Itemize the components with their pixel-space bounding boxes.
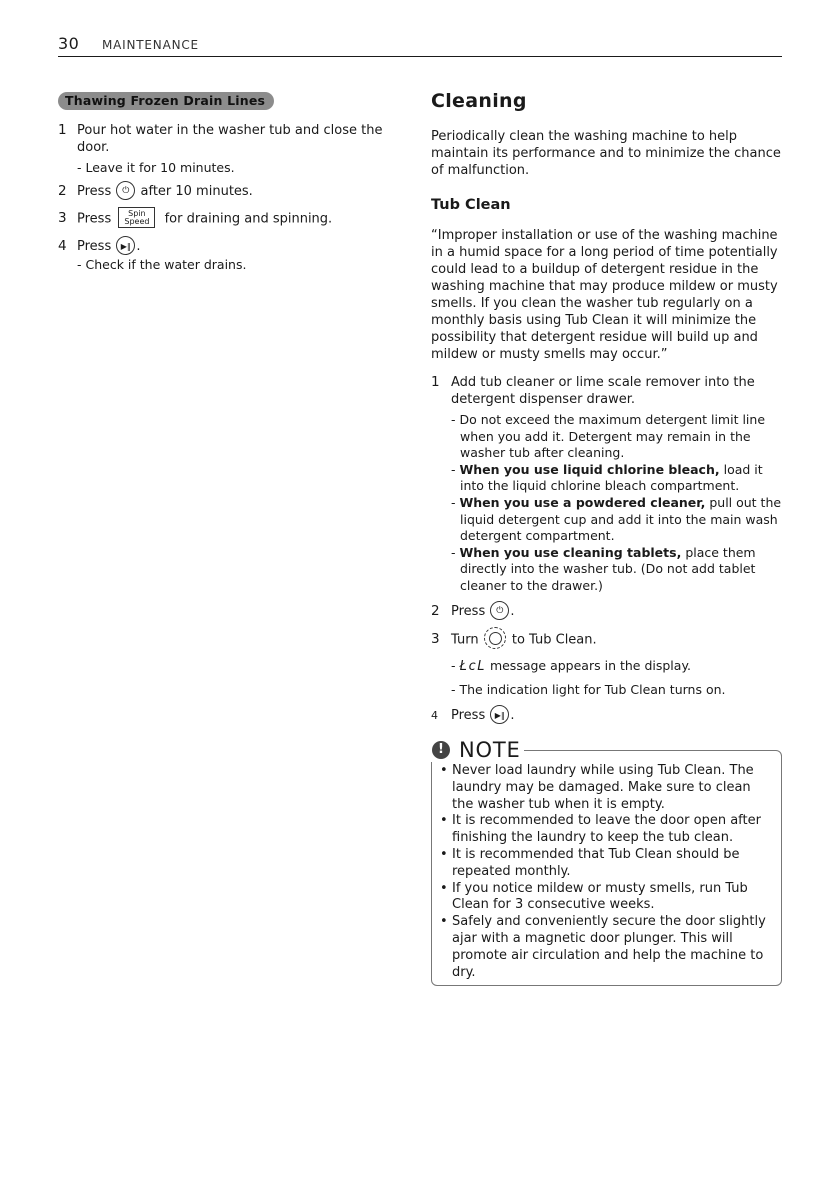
note-item: • Never load laundry while using Tub Clean. The laundry may be damaged. Make sure to clean the washer tub when it is empty. — [440, 763, 775, 813]
step-text-post: to Tub Clean. — [511, 632, 597, 648]
step-number: 4 — [58, 238, 67, 254]
tub-clean-quote: “Improper installation or use of the washing machine in a humid space for a long period of time potentially could lead to a buildup of detergent residue in the washing machine that may produce mildew or musty smells. If you clean the washer tub regularly on a monthly basis using Tub Clean it will minimize the possibility that detergent residue will build up and mildew or musty smells may occur.” — [431, 228, 778, 362]
cleaning-title: Cleaning — [431, 90, 527, 112]
tub-step-4 — [431, 707, 784, 724]
step-text-post: . — [510, 603, 515, 619]
note-box — [431, 738, 782, 986]
dash-bold: When you use cleaning tablets, — [459, 544, 682, 560]
step-number: 1 — [58, 122, 67, 138]
step-text-pre: Press — [451, 603, 486, 619]
note-item: • It is recommended that Tub Clean should be repeated monthly. — [440, 847, 775, 881]
step-subnote: - Leave it for 10 minutes. — [77, 160, 235, 175]
speed-label: Speed — [124, 217, 150, 226]
section-title: MAINTENANCE — [102, 38, 199, 52]
step-text-pre: Turn — [451, 632, 479, 648]
step-number: 2 — [58, 183, 67, 199]
step-text-post: . — [136, 239, 141, 254]
tub-step-2 — [431, 603, 784, 620]
start-pause-icon: ▶‖ — [490, 705, 509, 724]
step-number: 1 — [431, 374, 440, 390]
thaw-step-2 — [58, 183, 398, 200]
dash-item: - ŁcL message appears in the display. — [451, 657, 692, 674]
power-icon: ⏻ — [116, 181, 135, 200]
left-column — [58, 90, 398, 273]
thaw-step-4 — [58, 238, 398, 273]
note-item: • If you notice mildew or musty smells, run Tub Clean for 3 consecutive weeks. — [440, 881, 775, 915]
thaw-step-3 — [58, 210, 398, 228]
dash-bold: When you use a powdered cleaner, — [459, 494, 706, 510]
dash-bold: When you use liquid chlorine bleach, — [459, 461, 720, 477]
step-number: 3 — [431, 630, 440, 647]
tub-clean-subtitle: Tub Clean — [431, 197, 511, 213]
note-item: • It is recommended to leave the door open after finishing the laundry to keep the tub clean. — [440, 813, 775, 847]
program-dial-icon — [484, 627, 506, 649]
note-list — [440, 763, 775, 981]
step-text-pre: Press — [77, 211, 112, 227]
step-number: 2 — [431, 602, 440, 619]
dash-text: Do not exceed the maximum detergent limit line when you add it. Detergent may remain in the washer tub after cleaning. — [459, 412, 766, 461]
step-number: 4 — [431, 708, 438, 722]
power-icon: ⏻ — [490, 601, 509, 620]
page-number: 30 — [58, 34, 80, 53]
right-column — [431, 90, 784, 724]
spin-speed-button-icon — [118, 207, 155, 228]
note-item: • Safely and conveniently secure the door slightly ajar with a magnetic door plunger. This will promote air circulation and help the machine to dry. — [440, 914, 775, 981]
page-header — [58, 34, 782, 57]
dash-text: message appears in the display. — [485, 657, 692, 673]
dash-item: - The indication light for Tub Clean turns on. — [451, 682, 726, 698]
dash-text: The indication light for Tub Clean turns on. — [459, 682, 726, 698]
dash-item: - When you use cleaning tablets, place them directly into the washer tub. (Do not add tablet cleaner to the drawer.) — [451, 544, 756, 593]
cleaning-intro: Periodically clean the washing machine to help maintain its performance and to minimize the chance of malfunction. — [431, 129, 781, 178]
step-text-post: after 10 minutes. — [140, 184, 253, 199]
dash-text: pull out the liquid detergent cup and add it into the main wash detergent compartment. — [460, 494, 782, 544]
dash-item: - When you use a powdered cleaner, pull out the liquid detergent cup and add it into the main wash detergent compartment. — [451, 494, 782, 544]
warning-icon: ! — [432, 741, 450, 759]
section-badge: Thawing Frozen Drain Lines — [58, 92, 274, 110]
dash-item: - Do not exceed the maximum detergent limit line when you add it. Detergent may remain in the washer tub after cleaning. — [451, 412, 766, 461]
lcd-message: ŁcL — [459, 658, 486, 674]
step-text-post: . — [510, 707, 515, 723]
dash-text: load it into the liquid chlorine bleach compartment. — [460, 461, 763, 494]
dash-item: - When you use liquid chlorine bleach, load it into the liquid chlorine bleach compartment. — [451, 461, 763, 494]
note-title: NOTE — [459, 738, 521, 762]
step-text-pre: Press — [451, 707, 486, 723]
step-text-pre: Press — [77, 239, 112, 254]
thaw-step-1 — [58, 122, 398, 176]
tub-step-3 — [431, 631, 784, 699]
spin-label: Spin — [128, 209, 146, 218]
step-subnote: - Check if the water drains. — [77, 257, 247, 272]
tub-step-1 — [431, 374, 784, 595]
step-text-post: for draining and spinning. — [164, 211, 333, 227]
step-text: Add tub cleaner or lime scale remover into the detergent dispenser drawer. — [451, 375, 755, 407]
note-header — [428, 738, 524, 762]
step-text: Pour hot water in the washer tub and close the door. — [77, 123, 383, 155]
start-pause-icon: ▶‖ — [116, 236, 135, 255]
step-number: 3 — [58, 210, 67, 226]
step-text-pre: Press — [77, 184, 112, 199]
dash-text: place them directly into the washer tub. (Do not add tablet cleaner to the drawer.) — [460, 544, 756, 593]
